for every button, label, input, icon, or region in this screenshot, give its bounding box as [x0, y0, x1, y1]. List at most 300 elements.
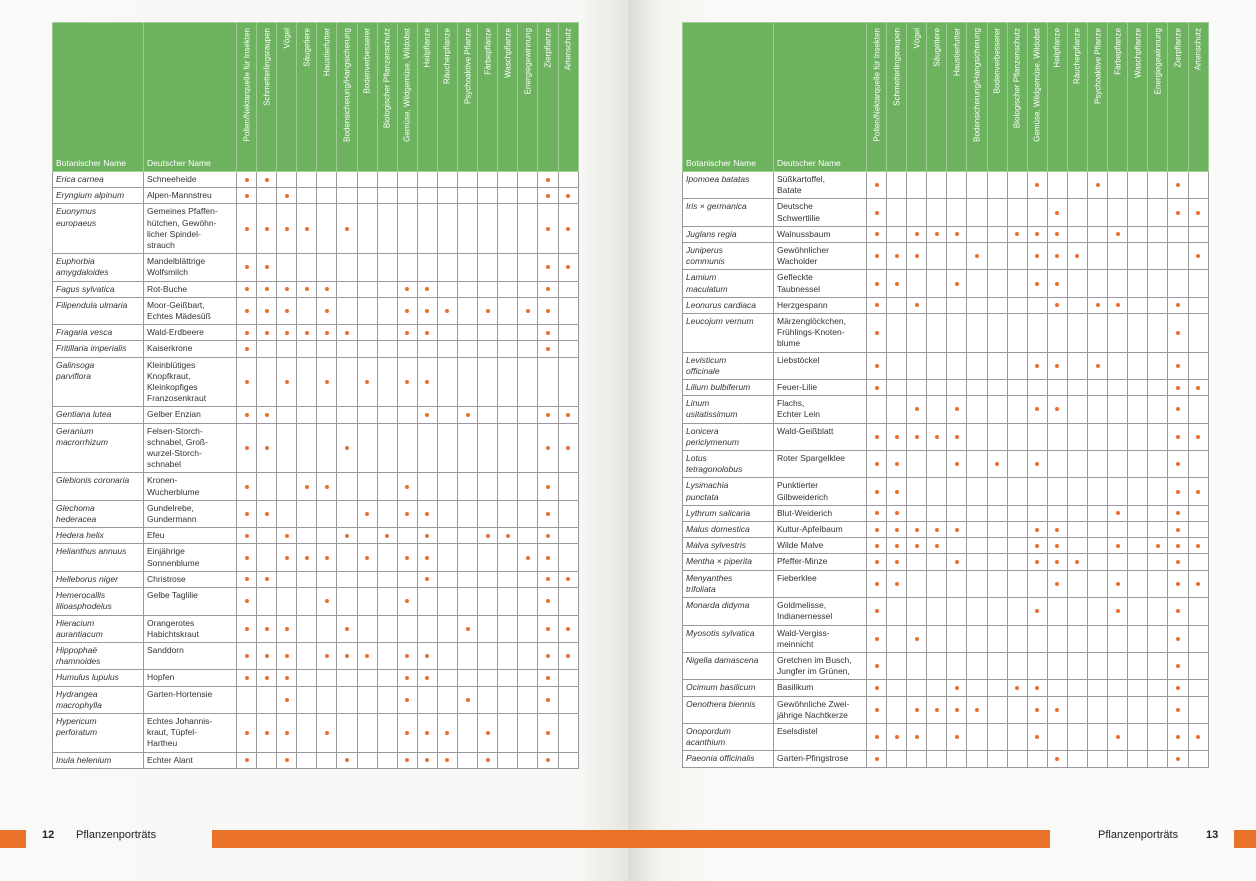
mark-cell	[867, 270, 887, 297]
mark-cell	[237, 254, 257, 281]
mark-dot	[546, 512, 550, 516]
mark-cell	[1027, 314, 1047, 353]
mark-cell	[1047, 751, 1067, 767]
mark-dot	[405, 758, 409, 762]
mark-cell	[257, 615, 277, 642]
mark-cell	[967, 380, 987, 396]
mark-cell	[538, 686, 558, 713]
mark-cell	[907, 314, 927, 353]
mark-dot	[1176, 528, 1180, 532]
mark-cell	[927, 538, 947, 554]
mark-cell	[317, 297, 337, 324]
mark-cell	[257, 500, 277, 527]
mark-cell	[887, 554, 907, 570]
mark-cell	[538, 500, 558, 527]
botanical-name: Galinsoga parviflora	[53, 357, 144, 407]
mark-cell	[277, 204, 297, 254]
mark-cell	[1088, 554, 1108, 570]
mark-dot	[935, 544, 939, 548]
mark-cell	[317, 615, 337, 642]
mark-dot	[425, 309, 429, 313]
mark-cell	[377, 588, 397, 615]
mark-cell	[478, 325, 498, 341]
mark-cell	[257, 325, 277, 341]
table-row	[53, 297, 579, 324]
mark-dot	[265, 676, 269, 680]
mark-cell	[947, 505, 967, 521]
mark-cell	[538, 188, 558, 204]
mark-cell	[1108, 680, 1128, 696]
mark-cell	[1148, 505, 1168, 521]
mark-cell	[867, 451, 887, 478]
mark-cell	[1067, 522, 1087, 538]
mark-dot	[1116, 232, 1120, 236]
mark-cell	[1088, 751, 1108, 767]
mark-cell	[437, 325, 457, 341]
mark-dot	[546, 698, 550, 702]
table-row	[53, 615, 579, 642]
mark-dot	[915, 544, 919, 548]
mark-cell	[907, 270, 927, 297]
mark-cell	[518, 297, 538, 324]
mark-cell	[538, 254, 558, 281]
mark-dot	[305, 227, 309, 231]
german-name: Sanddorn	[144, 642, 237, 669]
header-criterion	[1047, 23, 1067, 172]
german-name: Kronen- Wucherblume	[144, 473, 237, 500]
header-criterion	[437, 23, 457, 172]
mark-cell	[887, 478, 907, 505]
mark-dot	[566, 265, 570, 269]
mark-cell	[1067, 451, 1087, 478]
mark-dot	[1096, 183, 1100, 187]
mark-cell	[337, 172, 357, 188]
mark-dot	[955, 735, 959, 739]
mark-cell	[887, 570, 907, 597]
mark-cell	[257, 473, 277, 500]
mark-cell	[887, 625, 907, 652]
table-row	[53, 670, 579, 686]
mark-dot	[1035, 254, 1039, 258]
mark-cell	[947, 478, 967, 505]
mark-cell	[927, 172, 947, 199]
mark-cell	[1188, 199, 1208, 226]
table-row	[53, 407, 579, 423]
mark-cell	[297, 281, 317, 297]
mark-dot	[566, 227, 570, 231]
mark-dot	[1035, 462, 1039, 466]
mark-cell	[907, 522, 927, 538]
mark-dot	[245, 194, 249, 198]
mark-cell	[417, 544, 437, 571]
mark-cell	[1088, 297, 1108, 313]
mark-cell	[987, 625, 1007, 652]
mark-cell	[1128, 598, 1148, 625]
mark-cell	[277, 642, 297, 669]
table-row	[53, 254, 579, 281]
mark-cell	[337, 357, 357, 407]
mark-cell	[317, 500, 337, 527]
mark-cell	[458, 407, 478, 423]
mark-cell	[1148, 380, 1168, 396]
mark-dot	[265, 331, 269, 335]
mark-cell	[357, 544, 377, 571]
mark-cell	[1128, 199, 1148, 226]
mark-cell	[1088, 396, 1108, 423]
mark-cell	[1108, 226, 1128, 242]
mark-cell	[1067, 598, 1087, 625]
mark-cell	[1007, 522, 1027, 538]
mark-cell	[377, 544, 397, 571]
mark-cell	[1027, 625, 1047, 652]
mark-cell	[498, 642, 518, 669]
german-name: Orangerotes Habichtskraut	[144, 615, 237, 642]
mark-cell	[297, 357, 317, 407]
mark-cell	[1067, 570, 1087, 597]
mark-cell	[518, 341, 538, 357]
german-name: Gewöhnliche Zwei- jährige Nachtkerze	[774, 696, 867, 723]
mark-cell	[867, 505, 887, 521]
criterion-label: Gemüse, Wildgemüse, Wildobst	[1032, 28, 1042, 142]
mark-dot	[1035, 282, 1039, 286]
mark-cell	[967, 538, 987, 554]
table-row	[53, 544, 579, 571]
mark-cell	[1067, 423, 1087, 450]
mark-dot	[245, 512, 249, 516]
mark-cell	[458, 297, 478, 324]
mark-dot	[1055, 254, 1059, 258]
mark-dot	[1176, 211, 1180, 215]
mark-cell	[967, 297, 987, 313]
mark-dot	[895, 511, 899, 515]
german-name: Wald-Geißblatt	[774, 423, 867, 450]
table-row	[683, 478, 1209, 505]
footer-bar-right	[628, 830, 1050, 848]
mark-cell	[1007, 625, 1027, 652]
mark-cell	[1027, 554, 1047, 570]
mark-cell	[1148, 751, 1168, 767]
mark-cell	[907, 352, 927, 379]
mark-cell	[907, 570, 927, 597]
mark-cell	[458, 670, 478, 686]
mark-cell	[987, 478, 1007, 505]
mark-dot	[546, 599, 550, 603]
mark-cell	[337, 500, 357, 527]
mark-cell	[947, 352, 967, 379]
mark-dot	[566, 446, 570, 450]
mark-cell	[987, 243, 1007, 270]
german-name: Hopfen	[144, 670, 237, 686]
mark-cell	[1188, 380, 1208, 396]
table-row	[683, 696, 1209, 723]
mark-dot	[546, 534, 550, 538]
header-criterion	[1188, 23, 1208, 172]
mark-cell	[867, 297, 887, 313]
mark-dot	[486, 309, 490, 313]
mark-dot	[546, 556, 550, 560]
mark-cell	[357, 357, 377, 407]
mark-cell	[317, 686, 337, 713]
mark-cell	[297, 588, 317, 615]
header-criterion	[1007, 23, 1027, 172]
mark-cell	[1067, 751, 1087, 767]
mark-cell	[478, 423, 498, 473]
mark-cell	[1168, 652, 1188, 679]
mark-cell	[1007, 652, 1027, 679]
mark-cell	[1128, 680, 1148, 696]
mark-cell	[397, 752, 417, 768]
mark-cell	[458, 544, 478, 571]
mark-cell	[337, 325, 357, 341]
botanical-name: Leucojum vernum	[683, 314, 774, 353]
mark-dot	[1035, 560, 1039, 564]
botanical-name: Lonicera periclymenum	[683, 423, 774, 450]
mark-cell	[357, 297, 377, 324]
mark-cell	[867, 314, 887, 353]
mark-dot	[405, 599, 409, 603]
table-row	[683, 652, 1209, 679]
mark-dot	[875, 708, 879, 712]
mark-dot	[875, 735, 879, 739]
mark-cell	[478, 407, 498, 423]
mark-cell	[1108, 598, 1128, 625]
mark-cell	[967, 199, 987, 226]
mark-dot	[546, 485, 550, 489]
botanical-name: Paeonia officinalis	[683, 751, 774, 767]
mark-cell	[887, 314, 907, 353]
page-number: 12	[42, 829, 55, 841]
mark-cell	[1047, 625, 1067, 652]
mark-cell	[317, 588, 337, 615]
mark-cell	[867, 478, 887, 505]
german-name: Felsen-Storch- schnabel, Groß- wurzel-Storch- schnabel	[144, 423, 237, 473]
mark-cell	[437, 615, 457, 642]
mark-cell	[967, 314, 987, 353]
mark-cell	[1067, 226, 1087, 242]
german-name: Gretchen im Busch, Jungfer im Grünen,	[774, 652, 867, 679]
mark-dot	[345, 534, 349, 538]
header-criterion	[538, 23, 558, 172]
mark-cell	[277, 407, 297, 423]
mark-cell	[927, 314, 947, 353]
german-name: Einjährige Sonnenblume	[144, 544, 237, 571]
mark-cell	[357, 713, 377, 752]
table-row	[53, 473, 579, 500]
header-criterion	[867, 23, 887, 172]
mark-cell	[397, 670, 417, 686]
table-row	[683, 314, 1209, 353]
mark-dot	[566, 654, 570, 658]
mark-cell	[518, 686, 538, 713]
mark-cell	[458, 172, 478, 188]
mark-dot	[265, 654, 269, 658]
mark-cell	[377, 341, 397, 357]
mark-cell	[1067, 680, 1087, 696]
mark-cell	[1128, 652, 1148, 679]
mark-cell	[297, 341, 317, 357]
mark-dot	[305, 485, 309, 489]
mark-cell	[417, 423, 437, 473]
mark-cell	[1027, 723, 1047, 750]
footer-bar-right-tab	[1234, 830, 1256, 848]
botanical-name: Hieracium aurantiacum	[53, 615, 144, 642]
mark-cell	[518, 528, 538, 544]
mark-cell	[1047, 314, 1067, 353]
mark-dot	[1055, 282, 1059, 286]
mark-dot	[245, 265, 249, 269]
criterion-label: Biologischer Pflanzenschutz	[1012, 28, 1022, 129]
mark-cell	[1007, 478, 1027, 505]
mark-cell	[887, 199, 907, 226]
table-row	[53, 325, 579, 341]
mark-cell	[867, 243, 887, 270]
mark-dot	[1176, 386, 1180, 390]
mark-cell	[887, 538, 907, 554]
criterion-label: Gemüse, Wildgemüse, Wildobst	[402, 28, 412, 142]
german-name: Deutsche Schwertlilie	[774, 199, 867, 226]
mark-dot	[1196, 582, 1200, 586]
header-criterion	[317, 23, 337, 172]
mark-cell	[357, 500, 377, 527]
mark-cell	[947, 554, 967, 570]
german-name: Gewöhnlicher Wacholder	[774, 243, 867, 270]
mark-cell	[297, 254, 317, 281]
mark-dot	[875, 386, 879, 390]
mark-cell	[458, 752, 478, 768]
mark-cell	[498, 528, 518, 544]
mark-cell	[377, 713, 397, 752]
mark-cell	[498, 686, 518, 713]
mark-dot	[285, 309, 289, 313]
mark-dot	[875, 609, 879, 613]
mark-cell	[478, 188, 498, 204]
german-name: Walnussbaum	[774, 226, 867, 242]
mark-dot	[566, 577, 570, 581]
mark-cell	[907, 423, 927, 450]
mark-cell	[1108, 451, 1128, 478]
mark-cell	[377, 615, 397, 642]
mark-dot	[1035, 183, 1039, 187]
german-name: Christrose	[144, 571, 237, 587]
mark-cell	[1148, 172, 1168, 199]
mark-dot	[546, 265, 550, 269]
german-name: Kleinblütiges Knopfkraut, Kleinkopfiges Franzosenkraut	[144, 357, 237, 407]
mark-dot	[975, 708, 979, 712]
mark-dot	[325, 485, 329, 489]
criterion-label: Bodenverbesserer	[362, 28, 372, 94]
mark-dot	[425, 758, 429, 762]
mark-cell	[1027, 680, 1047, 696]
mark-cell	[1168, 297, 1188, 313]
mark-cell	[1128, 172, 1148, 199]
mark-cell	[987, 723, 1007, 750]
botanical-name: Glechoma hederacea	[53, 500, 144, 527]
mark-cell	[1148, 314, 1168, 353]
mark-cell	[1067, 625, 1087, 652]
mark-cell	[1168, 538, 1188, 554]
mark-cell	[518, 325, 538, 341]
criterion-label: Räucherpflanze	[1072, 28, 1082, 85]
mark-dot	[915, 637, 919, 641]
mark-cell	[478, 615, 498, 642]
mark-cell	[1108, 538, 1128, 554]
mark-cell	[1108, 314, 1128, 353]
mark-cell	[1067, 478, 1087, 505]
mark-cell	[907, 243, 927, 270]
mark-cell	[1168, 172, 1188, 199]
table-row	[53, 500, 579, 527]
mark-cell	[1007, 199, 1027, 226]
mark-cell	[1007, 598, 1027, 625]
mark-dot	[935, 435, 939, 439]
mark-dot	[405, 485, 409, 489]
criterion-label: Waschpflanze	[1133, 28, 1143, 78]
mark-cell	[357, 670, 377, 686]
mark-cell	[237, 642, 257, 669]
mark-dot	[265, 446, 269, 450]
mark-cell	[277, 423, 297, 473]
mark-cell	[927, 226, 947, 242]
mark-cell	[337, 713, 357, 752]
criterion-label: Artenschutz	[1193, 28, 1203, 71]
mark-cell	[538, 407, 558, 423]
mark-cell	[1027, 478, 1047, 505]
mark-cell	[867, 380, 887, 396]
mark-cell	[237, 686, 257, 713]
mark-cell	[987, 522, 1007, 538]
mark-cell	[317, 544, 337, 571]
mark-cell	[987, 505, 1007, 521]
mark-cell	[498, 423, 518, 473]
mark-dot	[305, 287, 309, 291]
german-name: Kaiserkrone	[144, 341, 237, 357]
botanical-name: Hippophaë rhamnoides	[53, 642, 144, 669]
mark-cell	[558, 407, 578, 423]
mark-dot	[955, 407, 959, 411]
mark-dot	[955, 435, 959, 439]
mark-cell	[558, 752, 578, 768]
mark-dot	[1035, 708, 1039, 712]
botanical-name: Lythrum salicaria	[683, 505, 774, 521]
mark-cell	[377, 670, 397, 686]
mark-cell	[907, 396, 927, 423]
mark-cell	[297, 544, 317, 571]
mark-dot	[245, 227, 249, 231]
mark-cell	[987, 172, 1007, 199]
mark-dot	[345, 654, 349, 658]
mark-cell	[478, 528, 498, 544]
mark-cell	[927, 751, 947, 767]
mark-dot	[1055, 364, 1059, 368]
mark-cell	[967, 522, 987, 538]
botanical-name: Leonurus cardiaca	[683, 297, 774, 313]
mark-dot	[955, 560, 959, 564]
mark-cell	[907, 696, 927, 723]
mark-cell	[397, 544, 417, 571]
mark-dot	[285, 556, 289, 560]
mark-cell	[947, 423, 967, 450]
mark-cell	[1047, 505, 1067, 521]
mark-cell	[478, 571, 498, 587]
mark-cell	[337, 642, 357, 669]
mark-cell	[437, 341, 457, 357]
mark-cell	[558, 325, 578, 341]
mark-dot	[285, 731, 289, 735]
mark-cell	[1168, 396, 1188, 423]
header-criterion	[397, 23, 417, 172]
mark-cell	[237, 297, 257, 324]
mark-dot	[1196, 735, 1200, 739]
